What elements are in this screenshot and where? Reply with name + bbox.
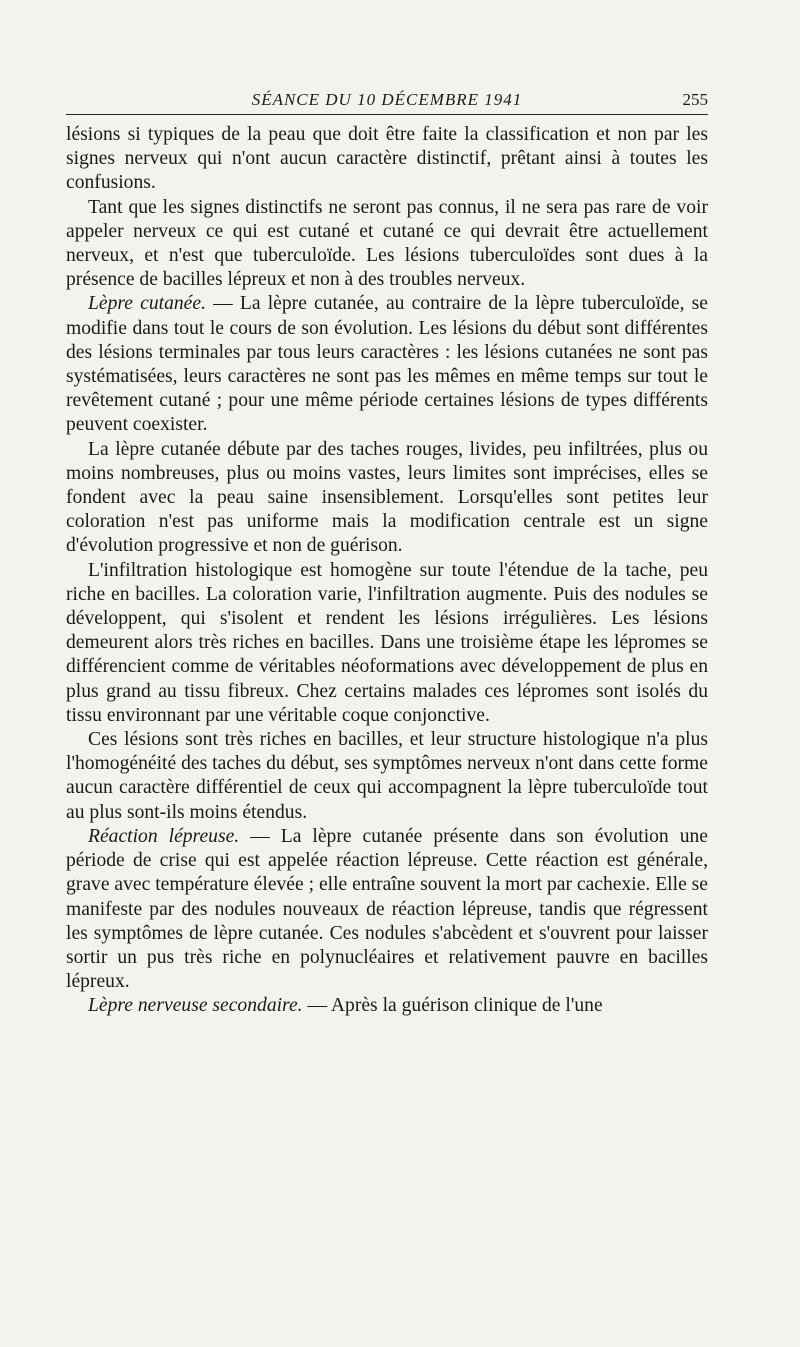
page-number: 255: [682, 90, 708, 109]
paragraph-text: Tant que les signes distinctifs ne seront pas connus, il ne sera pas rare de voir appeler nerveux ce qui est cutané et cutané ce qui devrait être actuellement nerveux, et n'est que tuberculoïde. Les lésions tuberculoïdes sont dues à la présence de bacilles lépreux et non à des troubles nerveux.: [66, 196, 708, 291]
paragraph-text: — La lèpre cutanée présente dans son évolution une période de crise qui est appelée réaction lépreuse. Cette réaction est générale, grave avec température élevée ; elle entraîne souvent la mort par cachexie. Elle se manifeste par des nodules nouveaux de réaction lépreuse, tandis que régressent les symptômes de lèpre cutanée. Ces nodules s'abcèdent et s'ouvrent pour laisser sortir un pus très riche en polynucléaires et relativement pauvre en bacilles lépreux.: [66, 825, 709, 993]
paragraph-lepre-cutanee: [66, 292, 708, 437]
section-rubric: Lèpre cutanée.: [88, 293, 206, 315]
paragraph: [66, 559, 708, 728]
section-rubric: Réaction lépreuse.: [88, 825, 240, 847]
paragraph-continued: [66, 123, 708, 196]
paragraph: [66, 196, 708, 293]
paragraph-text: — La lèpre cutanée, au contraire de la lèpre tuberculoïde, se modifie dans tout le cours de son évolution. Les lésions du début sont différentes des lésions terminales par tous leurs caractères : les lésions cutanées ne sont pas systématisées, leurs caractères ne sont pas les mêmes en même temps sur tout le revêtement cutané ; pour une même période certaines lésions de types différents peuvent coexister.: [66, 293, 708, 436]
page-header: [66, 86, 708, 115]
running-head: SÉANCE DU 10 DÉCEMBRE 1941: [251, 90, 523, 109]
paragraph: [66, 728, 708, 825]
paragraph-text: La lèpre cutanée débute par des taches rouges, livides, peu infiltrées, plus ou moins nombreuses, plus ou moins vastes, leurs limites sont imprécises, elles se fondent avec la peau saine insensiblement. Lorsqu'elles sont petites leur coloration n'est pas uniforme mais la modification centrale est un signe d'évolution progressive et non de guérison.: [66, 438, 708, 557]
paragraph-lepre-nerveuse-secondaire: [66, 994, 708, 1018]
paragraph-text: lésions si typiques de la peau que doit être faite la classification et non par les signes nerveux qui n'ont aucun caractère distinctif, prêtant ainsi à toutes les confusions.: [66, 124, 708, 194]
body-text: [66, 123, 708, 1019]
page: [66, 86, 708, 1019]
paragraph-text: — Après la guérison clinique de l'une: [302, 995, 603, 1017]
section-rubric: Lèpre nerveuse secondaire.: [88, 995, 303, 1017]
paragraph-text: L'infiltration histologique est homogène sur toute l'étendue de la tache, peu riche en bacilles. La coloration varie, l'infiltration augmente. Puis des nodules se développent, qui s'isolent et rendent les lésions irrégulières. Les lésions demeurent alors très riches en bacilles. Dans une troisième étape les lépromes se différencient comme de véritables néoformations avec développement de plus en plus grand au tissu fibreux. Chez certains malades ces lépromes sont isolés du tissu environnant par une véritable coque conjonctive.: [66, 559, 708, 726]
paragraph: [66, 438, 708, 559]
paragraph-reaction-lepreuse: [66, 825, 708, 994]
paragraph-text: Ces lésions sont très riches en bacilles, et leur structure histologique n'a plus l'homogénéité des taches du début, ses symptômes nerveux n'ont dans cette forme aucun caractère différentiel de ceux qui accompagnent la lèpre tuberculoïde tout au plus sont-ils moins étendus.: [66, 729, 708, 823]
